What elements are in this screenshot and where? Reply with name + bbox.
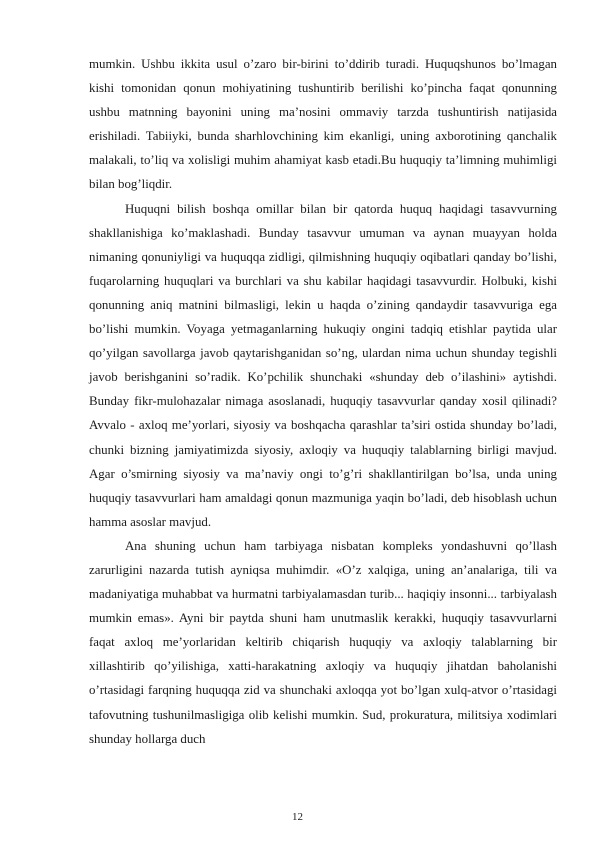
document-body: [89, 52, 557, 751]
paragraph-legal-awareness: Huquqni bilish boshqa omillar bilan bir qatorda huquq haqidagi tasavvurning shakllanishiga ko’maklashadi. Bunday tasavvur umuman va aynan muayyan holda nimaning qonuniyligi va huquqqa zidligi, qilmishning huquqiy oqibatlari qanday bo’lishi, fuqarolarning huquqlari va burchlari va shu kabilar haqidagi tasavvurdir. Holbuki, kishi qonunning aniq matnini bilmasligi, lekin u haqda o’zining qandaydir tasavvuriga ega bo’lishi mumkin. Voyaga yetmaganlarning hukuqiy ongini tadqiq etishlar paytida ular qo’yilgan savollarga javob qaytarishganidan so’ng, ulardan nima uchun shunday tegishli javob berishganini so’radik. Ko’pchilik shunchaki «shunday deb o’ilashini» aytishdi. Bunday fikr-mulohazalar nimaga asoslanadi, huquqiy tasavvurlar qanday xosil qilinadi? Avvalo - axloq me’yorlari, siyosiy va boshqacha qarashlar ta’siri ostida shunday bo’ladi, chunki bizning jamiyatimizda siyosiy, axloqiy va huquqiy talablarning birligi mavjud. Agar o’smirning siyosiy va ma’naviy ongi to’g’ri shakllantirilgan bo’lsa, unda uning huquqiy tasavvurlari ham amaldagi qonun mazmuniga yaqin bo’ladi, deb hisoblash uchun hamma asoslar mavjud.: [89, 201, 557, 529]
page-number: 12: [292, 811, 303, 823]
paragraph-continuation: mumkin. Ushbu ikkita usul o’zaro bir-birini to’ddirib turadi. Huquqshunos bo’lmagan kishi tomonidan qonun mohiyatining tushuntirib berilishi ko’pincha faqat qonunning ushbu matnning bayonini uning ma’nosini ommaviy tarzda tushuntirish natijasida erishiladi. Tabiiyki, bunda sharhlovchining kim ekanligi, uning axborotining qanchalik malakali, to’liq va xolisligi muhim ahamiyat kasb etadi.Bu huquqiy ta’limning muhimligi bilan bog’liqdir.: [89, 57, 557, 192]
paragraph-complex-approach: Ana shuning uchun ham tarbiyaga nisbatan kompleks yondashuvni qo’llash zarurligini nazarda tutish ayniqsa muhimdir. «O’z xalqiga, uning an’analariga, tili va madaniyatiga muhabbat va hurmatni tarbiyalamasdan turib... haqiqiy insonni... tarbiyalash mumkin emas». Ayni bir paytda shuni ham unutmaslik kerakki, huquqiy tasavvurlarni faqat axloq me’yorlaridan keltirib chiqarish huquqiy va axloqiy talablarning bir xillashtirib qo’yilishiga, xatti-harakatning axloqiy va huquqiy jihatdan baholanishi o’rtasidagi farqning huquqqa zid va shunchaki axloqqa yot bo’lgan xulq-atvor o’rtasidagi tafovutning tushunilmasligiga olib kelishi mumkin. Sud, prokuratura, militsiya xodimlari shunday hollarga duch: [89, 538, 557, 746]
